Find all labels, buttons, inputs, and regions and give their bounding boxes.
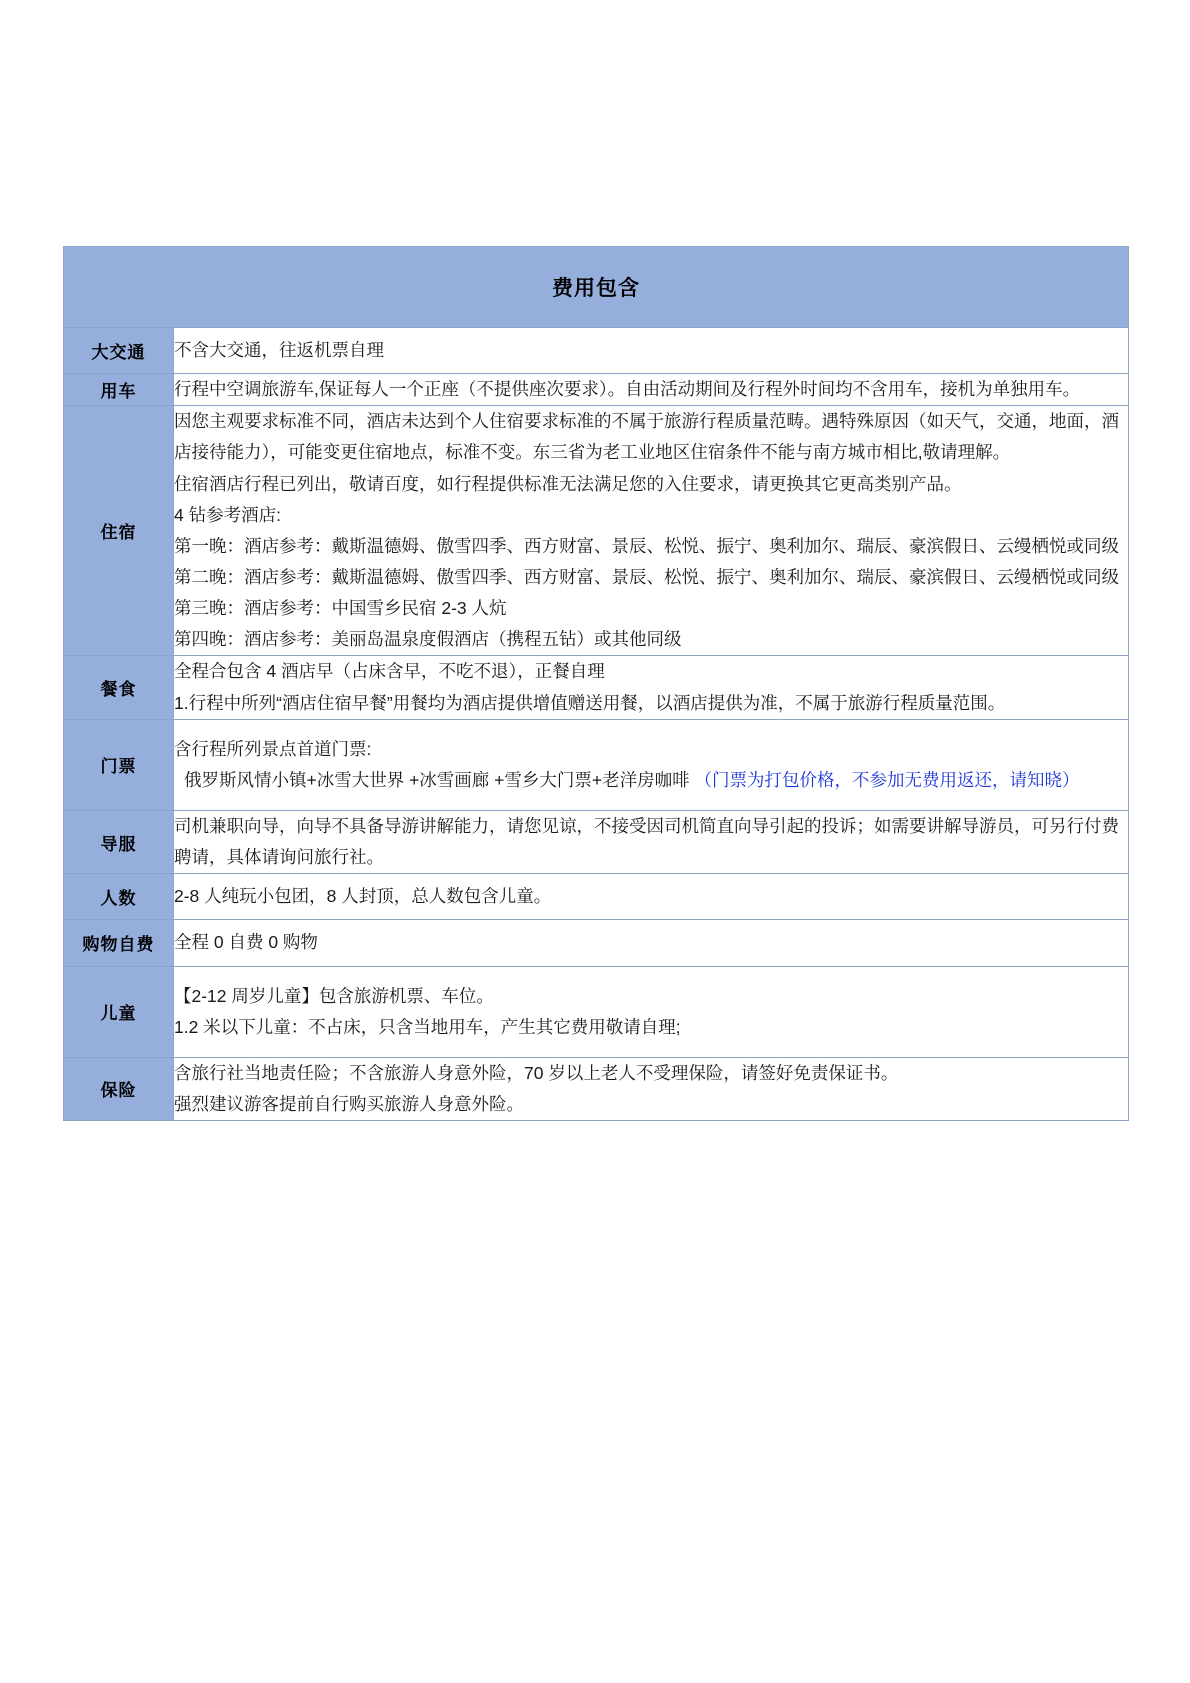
row-label-children: 儿童 [64,966,174,1057]
table-row-transport [64,328,1129,374]
table-row-shopping [64,920,1129,966]
table-header-row [64,247,1129,328]
row-content-children [174,966,1129,1057]
tickets-line-1: 含行程所列景点首道门票: [174,738,372,759]
accommodation-line-7: 第四晚：酒店参考：美丽岛温泉度假酒店（携程五钻）或其他同级 [174,629,682,650]
row-content-meals [174,656,1129,719]
row-label-guide: 导服 [64,810,174,873]
row-label-insurance: 保险 [64,1057,174,1120]
row-content-insurance [174,1057,1129,1120]
accommodation-line-3: 4 钻参考酒店: [174,504,281,525]
accommodation-line-2: 住宿酒店行程已列出，敬请百度，如行程提供标准无法满足您的入住要求，请更换其它更高类别产品。 [174,473,962,494]
guide-line-1: 司机兼职向导，向导不具备导游讲解能力，请您见谅，不接受因司机简直向导引起的投诉；如需要讲解导游员，可另行付费聘请，具体请询问旅行社。 [174,815,1119,868]
meals-line-2: 1.行程中所列“酒店住宿早餐”用餐均为酒店提供增值赠送用餐，以酒店提供为准，不属于旅游行程质量范围。 [174,692,1006,713]
fee-inclusion-table-wrapper [63,246,1128,1121]
table-row-insurance [64,1057,1129,1120]
accommodation-line-5: 第二晚：酒店参考：戴斯温德姆、傲雪四季、西方财富、景辰、松悦、振宁、奥利加尔、瑞辰、豪滨假日、云缦栖悦或同级 [174,566,1119,587]
row-label-meals: 餐食 [64,656,174,719]
row-label-shopping: 购物自费 [64,920,174,966]
row-label-tickets: 门票 [64,719,174,810]
row-label-group-size: 人数 [64,874,174,920]
tickets-attractions-text: 俄罗斯风情小镇+冰雪大世界 +冰雪画廊 +雪乡大门票+老洋房咖啡 [184,769,695,790]
table-row-guide [64,810,1129,873]
children-line-2: 1.2 米以下儿童：不占床，只含当地用车，产生其它费用敬请自理; [174,1016,681,1037]
row-content-guide [174,810,1129,873]
table-title: 费用包含 [64,247,1129,328]
children-line-1: 【2-12 周岁儿童】包含旅游机票、车位。 [174,985,494,1006]
row-content-transport [174,328,1129,374]
table-row-group-size [64,874,1129,920]
insurance-line-2: 强烈建议游客提前自行购买旅游人身意外险。 [174,1093,524,1114]
row-content-vehicle [174,374,1129,406]
tickets-line-2 [174,765,1128,796]
shopping-line-1: 全程 0 自费 0 购物 [174,932,318,953]
accommodation-line-1: 因您主观要求标准不同，酒店未达到个人住宿要求标准的不属于旅游行程质量范畴。遇特殊原因（如天气，交通，地面，酒店接待能力），可能变更住宿地点，标准不变。东三省为老工业地区住宿条件不能与南方城市相比,敬请理解。 [174,411,1119,463]
row-content-group-size [174,874,1129,920]
insurance-line-1: 含旅行社当地责任险；不含旅游人身意外险，70 岁以上老人不受理保险，请签好免责保证书。 [174,1062,899,1083]
table-row-vehicle [64,374,1129,406]
row-label-accommodation: 住宿 [64,406,174,656]
row-content-accommodation [174,406,1129,656]
accommodation-line-6: 第三晚：酒店参考：中国雪乡民宿 2-3 人炕 [174,598,507,619]
table-row-children [64,966,1129,1057]
table-row-tickets [64,719,1129,810]
accommodation-line-4: 第一晚：酒店参考：戴斯温德姆、傲雪四季、西方财富、景辰、松悦、振宁、奥利加尔、瑞辰、豪滨假日、云缦栖悦或同级 [174,535,1119,556]
fee-inclusion-table [63,246,1129,1121]
tickets-note-text: （门票为打包价格，不参加无费用返还，请知晓） [694,769,1080,790]
meals-line-1: 全程合包含 4 酒店早（占床含早，不吃不退），正餐自理 [174,661,605,682]
row-label-vehicle: 用车 [64,374,174,406]
group-size-line-1: 2-8 人纯玩小包团，8 人封顶，总人数包含儿童。 [174,886,552,907]
row-content-tickets [174,719,1129,810]
row-content-shopping [174,920,1129,966]
transport-line-1: 不含大交通，往返机票自理 [174,340,384,360]
vehicle-line-1: 行程中空调旅游车,保证每人一个正座（不提供座次要求）。自由活动期间及行程外时间均不含用车，接机为单独用车。 [174,379,1081,400]
row-label-transport: 大交通 [64,328,174,374]
table-row-accommodation [64,406,1129,656]
table-row-meals [64,656,1129,719]
